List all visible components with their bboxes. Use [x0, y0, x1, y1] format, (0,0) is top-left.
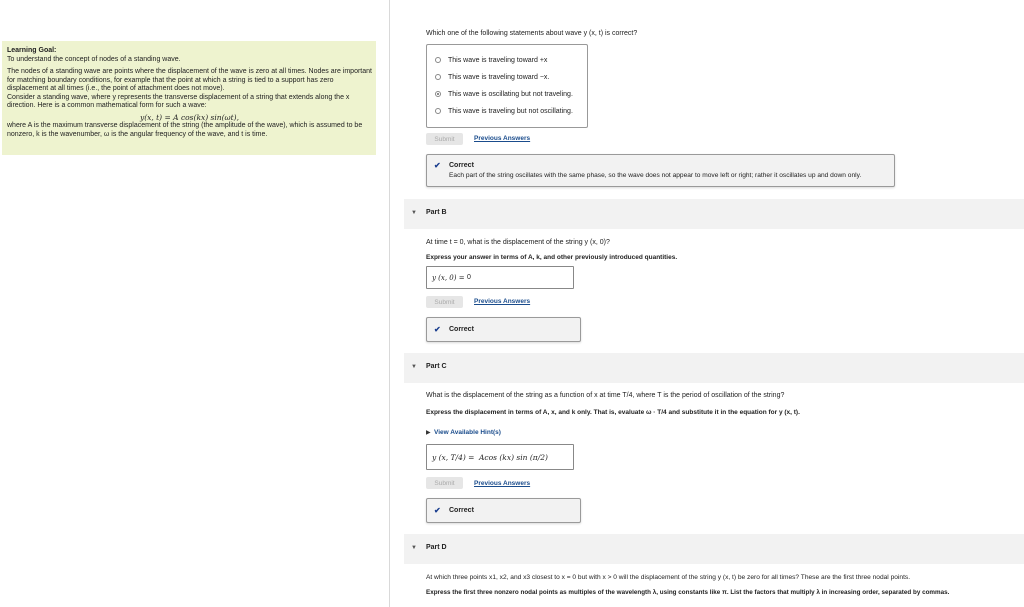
checkmark-icon: ✔ [434, 161, 441, 170]
part-a-previous-answers-link[interactable]: Previous Answers [474, 135, 531, 142]
radio-button-selected[interactable] [435, 91, 441, 97]
learning-goal-panel [2, 41, 376, 155]
part-c-feedback [426, 498, 581, 523]
triangle-down-icon[interactable]: ▼ [411, 210, 417, 216]
part-c-label: Part C [426, 363, 447, 370]
part-d-header[interactable] [404, 534, 1024, 564]
view-hints-link[interactable]: View Available Hint(s) [434, 429, 501, 436]
part-d-label: Part D [426, 544, 447, 551]
part-b-submit-button[interactable]: Submit [426, 296, 463, 308]
feedback-title: Correct [449, 162, 474, 169]
part-a-submit-button[interactable]: Submit [426, 133, 463, 145]
part-c-answer-box[interactable] [426, 444, 574, 470]
learning-goal-text: To understand the concept of nodes of a standing wave. [7, 55, 181, 63]
part-c-question: What is the displacement of the string as a function of x at time T/4, where T is the period of oscillation of the string? [426, 392, 785, 399]
option-label: This wave is traveling toward +x [448, 56, 548, 64]
checkmark-icon: ✔ [434, 506, 441, 515]
part-c-instruction: Express the displacement in terms of A, x, and k only. That is, evaluate ω · T/4 and substitute it in the equation for y (x, t). [426, 409, 800, 416]
answer-lhs: y (x, 0) = [432, 274, 465, 282]
part-c-submit-button[interactable]: Submit [426, 477, 463, 489]
feedback-title: Correct [449, 326, 474, 333]
part-b-previous-answers-link[interactable]: Previous Answers [474, 298, 531, 305]
triangle-right-icon[interactable]: ▶ [426, 430, 431, 436]
option-1[interactable] [435, 55, 547, 65]
part-c-header[interactable] [404, 353, 1024, 383]
radio-button[interactable] [435, 57, 441, 63]
checkmark-icon: ✔ [434, 325, 441, 334]
learning-goal-title: Learning Goal: [7, 47, 57, 54]
radio-button[interactable] [435, 74, 441, 80]
feedback-text: Each part of the string oscillates with the same phase, so the wave does not appear to move left or right; rather it oscillates up and down only. [449, 172, 862, 179]
learning-goal-para3: where A is the maximum transverse displacement of the string (the amplitude of the wave), which is assumed to be nonzero, k is the wavenumber, ω is the angular frequency of the wave, and t is time. [7, 122, 363, 138]
option-3[interactable] [435, 89, 573, 99]
triangle-down-icon[interactable]: ▼ [411, 545, 417, 551]
part-d-question: At which three points x1, x2, and x3 closest to x = 0 but with x > 0 will the displacement of the string y (x, t) be zero for all times? These are the first three nodal points. [426, 574, 911, 581]
part-b-instruction: Express your answer in terms of A, k, and other previously introduced quantities. [426, 254, 678, 261]
part-d-instruction: Express the first three nonzero nodal points as multiples of the wavelength λ, using constants like π. List the factors that multiply λ in increasing order, separated by commas. [426, 589, 950, 596]
part-c-previous-answers-link[interactable]: Previous Answers [474, 480, 531, 487]
answer-value[interactable]: Acos (kx) sin (π/2) [479, 453, 548, 462]
part-a-feedback [426, 154, 895, 187]
option-label: This wave is oscillating but not traveling. [448, 90, 573, 98]
answer-lhs: y (x, T/4) = [432, 453, 475, 462]
wave-equation: y(x, t) = A cos(kx) sin(ωt), [140, 112, 239, 122]
radio-button[interactable] [435, 108, 441, 114]
part-a-question: Which one of the following statements about wave y (x, t) is correct? [426, 30, 638, 37]
part-b-question: At time t = 0, what is the displacement of the string y (x, 0)? [426, 239, 610, 246]
triangle-down-icon[interactable]: ▼ [411, 364, 417, 370]
answer-value[interactable]: 0 [467, 274, 471, 281]
option-4[interactable] [435, 106, 573, 116]
learning-goal-para2: Consider a standing wave, where y represents the transverse displacement of a string that extends along the x direction. Here is a common mathematical form for such a wave: [7, 93, 350, 109]
column-divider [389, 0, 390, 607]
option-2[interactable] [435, 72, 549, 82]
option-label: This wave is traveling toward −x. [448, 73, 550, 81]
part-a-options [426, 44, 588, 128]
part-b-header[interactable] [404, 199, 1024, 229]
part-b-answer-box[interactable] [426, 266, 574, 289]
learning-goal-para1: The nodes of a standing wave are points where the displacement of the wave is zero at all times. Nodes are important for matching boundary conditions, for example that the point at which a string is tied to a support has zero displacement at all times (i.e., the point of attachment does not move). [7, 68, 372, 92]
part-b-label: Part B [426, 209, 447, 216]
feedback-title: Correct [449, 507, 474, 514]
option-label: This wave is traveling but not oscillating. [448, 107, 573, 115]
part-b-feedback [426, 317, 581, 342]
